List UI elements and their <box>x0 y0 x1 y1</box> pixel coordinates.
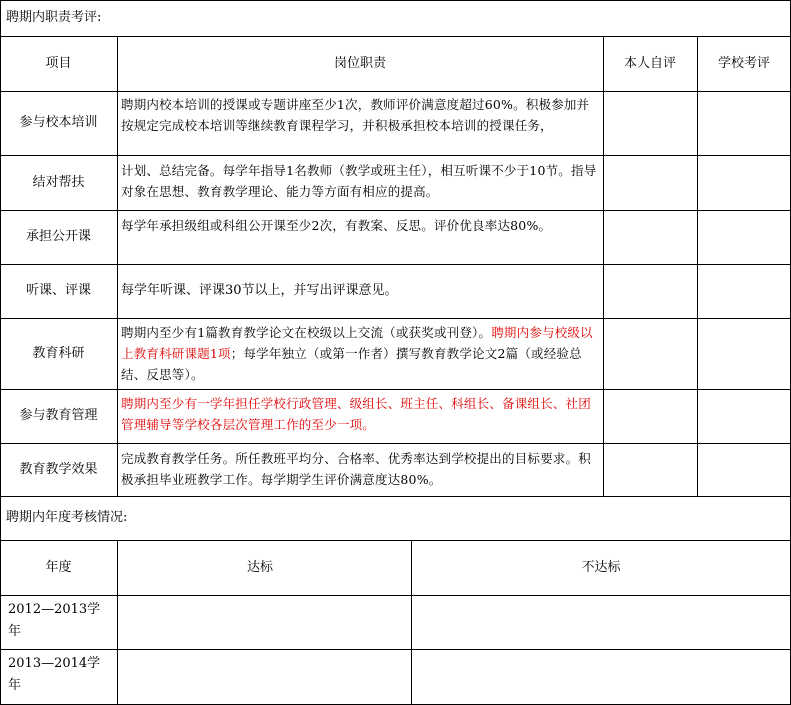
grid-line <box>0 36 791 37</box>
grid-line <box>0 91 791 92</box>
header-year <box>0 540 117 595</box>
grid-line <box>0 0 791 1</box>
header-year-text: 年度 <box>45 559 72 575</box>
grid-line <box>697 36 698 496</box>
grid-line <box>0 264 791 265</box>
duty-text: 聘期内至少有1篇教育教学论文在校级以上交流（或获奖或刊登）。 <box>121 325 492 340</box>
header-item-text: 项目 <box>45 55 72 71</box>
grid-line <box>0 496 791 497</box>
row-item-text: 听课、评课 <box>25 283 91 298</box>
row-item-text: 参与校本培训 <box>19 115 98 130</box>
grid-line <box>0 389 791 390</box>
row-duty-education-management <box>117 389 603 443</box>
grid-line <box>0 318 791 319</box>
header-item <box>0 36 117 91</box>
header-fail-text: 不达标 <box>581 559 621 575</box>
section-title-duty-evaluation <box>0 0 791 36</box>
row-item-education-research <box>0 318 117 389</box>
row-duty-pairing-support <box>117 155 603 210</box>
duty-text-highlighted: 聘期内至少有一学年担任学校行政管理、级组长、班主任、科组长、备课组长、社团管理辅导等学校各层次管理工作的至少一项。 <box>121 396 591 432</box>
school-eval-cell-pairing-support[interactable] <box>697 155 791 210</box>
duty-text-highlighted: 聘期内参与校级以上教育科研课题1项 <box>121 325 593 361</box>
section-title-annual-assessment <box>0 496 791 540</box>
row-item-text: 教育教学效果 <box>19 461 98 477</box>
grid-line <box>603 36 604 496</box>
self-eval-cell-teaching-effect[interactable] <box>603 443 697 496</box>
grid-line <box>0 0 1 705</box>
header-school-eval-text: 学校考评 <box>717 55 770 71</box>
year-cell-2013-2014 <box>0 649 117 705</box>
grid-line <box>0 540 791 541</box>
school-eval-cell-open-class[interactable] <box>697 210 791 264</box>
section-title-duty-evaluation-text: 聘期内职责考评: <box>6 10 102 25</box>
row-item-lesson-observation <box>0 264 117 318</box>
header-school-eval <box>697 36 791 91</box>
school-eval-cell-teaching-effect[interactable] <box>697 443 791 496</box>
header-pass <box>117 540 411 595</box>
row-duty-education-research <box>117 318 603 389</box>
pass-cell-2012-2013[interactable] <box>117 595 411 649</box>
row-item-text: 结对帮扶 <box>32 174 85 190</box>
duty-text: 每学年听课、评课30节以上，并写出评课意见。 <box>121 283 398 298</box>
year-text: 2013—2014学年 <box>8 656 101 693</box>
grid-line <box>0 210 791 211</box>
section-title-annual-assessment-text: 聘期内年度考核情况: <box>6 510 128 525</box>
header-self-eval <box>603 36 697 91</box>
grid-line <box>0 595 791 596</box>
row-duty-school-training <box>117 91 603 155</box>
duty-text: 完成教育教学任务。所任教班平均分、合格率、优秀率达到学校提出的目标要求。积极承担毕业班教学工作。每学期学生评价满意度达80%。 <box>121 451 591 487</box>
grid-line <box>0 649 791 650</box>
year-cell-2012-2013 <box>0 595 117 649</box>
self-eval-cell-education-management[interactable] <box>603 389 697 443</box>
grid-line <box>0 443 791 444</box>
duty-text: 计划、总结完备。每学年指导1名教师（教学或班主任），相互听课不少于10节。指导对象在思想、教育教学理论、能力等方面有相应的提高。 <box>121 163 597 199</box>
self-eval-cell-school-training[interactable] <box>603 91 697 155</box>
row-item-text: 教育科研 <box>32 345 85 361</box>
self-eval-cell-lesson-observation[interactable] <box>603 264 697 318</box>
row-item-education-management <box>0 389 117 443</box>
grid-line <box>117 36 118 496</box>
header-self-eval-text: 本人自评 <box>623 55 676 71</box>
grid-line <box>117 540 118 705</box>
row-item-pairing-support <box>0 155 117 210</box>
row-item-school-training <box>0 91 117 155</box>
fail-cell-2013-2014[interactable] <box>411 649 791 705</box>
duty-text: 聘期内校本培训的授课或专题讲座至少1次，教师评价满意度超过60%。积极参加并按规定完成校本培训等继续教育课程学习，并积极承担校本培训的授课任务， <box>121 97 590 133</box>
row-duty-open-class <box>117 210 603 264</box>
self-eval-cell-pairing-support[interactable] <box>603 155 697 210</box>
school-eval-cell-school-training[interactable] <box>697 91 791 155</box>
row-item-text: 参与教育管理 <box>19 408 98 423</box>
school-eval-cell-education-research[interactable] <box>697 318 791 389</box>
self-eval-cell-open-class[interactable] <box>603 210 697 264</box>
school-eval-cell-education-management[interactable] <box>697 389 791 443</box>
row-duty-lesson-observation <box>117 264 603 318</box>
grid-line <box>0 155 791 156</box>
header-duty <box>117 36 603 91</box>
row-item-teaching-effect <box>0 443 117 496</box>
header-fail <box>411 540 791 595</box>
duty-text-continued: ；每学年独立（或第一作者）撰写教育教学论文2篇（或经验总结、反思等）。 <box>121 346 582 382</box>
row-item-open-class <box>0 210 117 264</box>
self-eval-cell-education-research[interactable] <box>603 318 697 389</box>
grid-line <box>411 540 412 705</box>
year-text: 2012—2013学年 <box>8 602 101 639</box>
header-pass-text: 达标 <box>247 559 274 575</box>
pass-cell-2013-2014[interactable] <box>117 649 411 705</box>
duty-text: 每学年承担级组或科组公开课至少2次，有教案、反思。评价优良率达80%。 <box>121 218 552 233</box>
school-eval-cell-lesson-observation[interactable] <box>697 264 791 318</box>
header-duty-text: 岗位职责 <box>333 55 386 71</box>
row-item-text: 承担公开课 <box>25 229 91 244</box>
row-duty-teaching-effect <box>117 443 603 496</box>
fail-cell-2012-2013[interactable] <box>411 595 791 649</box>
